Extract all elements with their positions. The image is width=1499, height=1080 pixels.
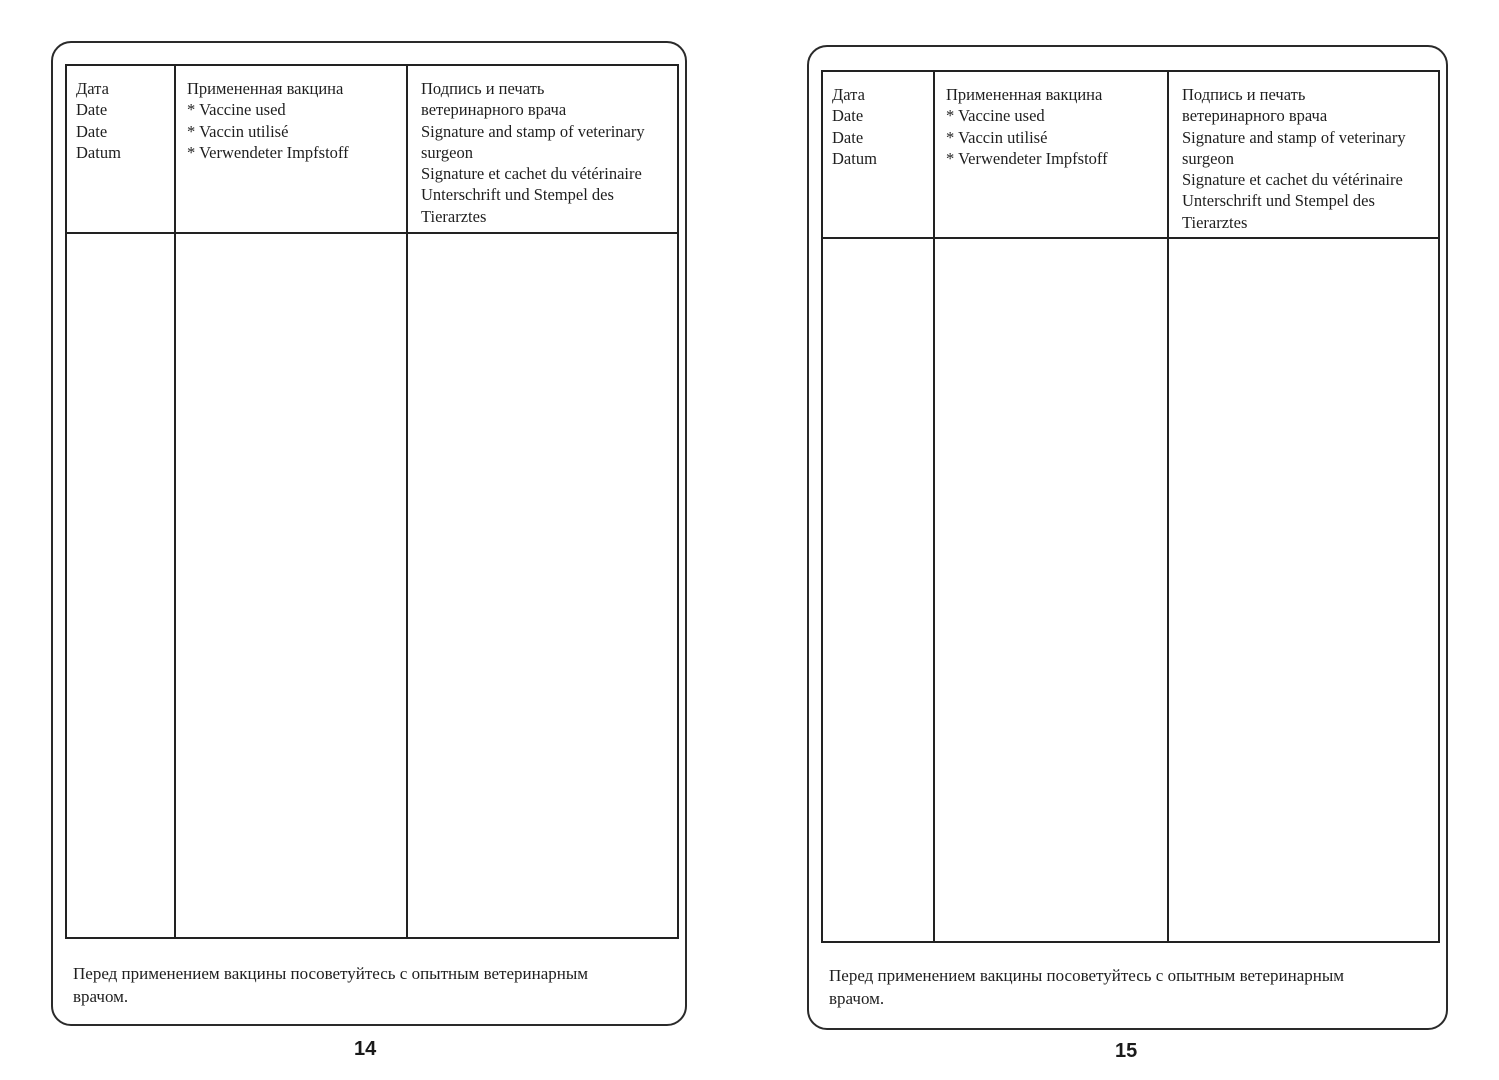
header-signature-line: surgeon [1182, 148, 1234, 168]
note-line: врачом. [73, 986, 129, 1006]
header-date-line: Дата [832, 85, 865, 104]
header-signature [407, 65, 678, 233]
vaccine-advice-note [829, 965, 1429, 1010]
cell-date-empty[interactable] [66, 233, 175, 938]
header-signature-line: Unterschrift und Stempel des [421, 185, 614, 205]
vaccine-advice-note [73, 963, 673, 1008]
header-signature-line: ветеринарного врача [421, 100, 567, 120]
note-line: Перед применением вакцины посоветуйтесь с опытным ветеринарным [73, 964, 589, 983]
table-body-row [822, 238, 1439, 942]
note-line: врачом. [829, 988, 885, 1008]
table-header-row [822, 71, 1439, 238]
cell-vaccine-empty[interactable] [175, 233, 407, 938]
page-left [51, 41, 687, 1026]
header-vaccine-line: * Vaccine used [187, 100, 286, 120]
header-vaccine [175, 65, 407, 233]
cell-signature-empty[interactable] [407, 233, 678, 938]
note-line: Перед применением вакцины посоветуйтесь с опытным ветеринарным [829, 966, 1345, 985]
header-signature-line: ветеринарного врача [1182, 106, 1328, 126]
header-signature-line: Tierarztes [1182, 212, 1248, 232]
header-vaccine [934, 71, 1168, 238]
header-date-line: Дата [76, 79, 109, 98]
header-date-line: Date [832, 106, 864, 126]
cell-date-empty[interactable] [822, 238, 934, 942]
header-signature-line: Signature and stamp of veterinary [421, 121, 645, 141]
header-signature-line: Подпись и печать [1182, 85, 1306, 104]
header-vaccine-line: * Vaccin utilisé [946, 127, 1048, 147]
header-date [822, 71, 934, 238]
header-date-line: Datum [76, 142, 121, 162]
header-date-line: Date [76, 121, 108, 141]
header-vaccine-line: Примененная вакцина [187, 79, 344, 98]
header-vaccine-line: * Verwendeter Impfstoff [187, 142, 349, 162]
header-vaccine-line: * Vaccin utilisé [187, 121, 289, 141]
header-signature-line: Unterschrift und Stempel des [1182, 191, 1375, 211]
header-signature-line: Tierarztes [421, 206, 487, 226]
table-header-row [66, 65, 678, 233]
page-number: 15 [1115, 1040, 1138, 1062]
header-signature-line: Signature et cachet du vétérinaire [421, 164, 642, 184]
header-signature-line: Signature and stamp of veterinary [1182, 127, 1406, 147]
header-signature-line: surgeon [421, 142, 473, 162]
header-date-line: Date [76, 100, 108, 120]
header-signature-line: Подпись и печать [421, 79, 545, 98]
page-number: 14 [354, 1038, 377, 1060]
header-vaccine-line: * Vaccine used [946, 106, 1045, 126]
vaccination-table [65, 64, 679, 939]
vaccination-table [821, 70, 1440, 943]
cell-signature-empty[interactable] [1168, 238, 1439, 942]
header-signature [1168, 71, 1439, 238]
cell-vaccine-empty[interactable] [934, 238, 1168, 942]
header-vaccine-line: * Verwendeter Impfstoff [946, 148, 1108, 168]
header-date-line: Datum [832, 148, 877, 168]
header-vaccine-line: Примененная вакцина [946, 85, 1103, 104]
header-date-line: Date [832, 127, 864, 147]
header-signature-line: Signature et cachet du vétérinaire [1182, 170, 1403, 190]
table-body-row [66, 233, 678, 938]
header-date [66, 65, 175, 233]
page-right [807, 45, 1448, 1030]
